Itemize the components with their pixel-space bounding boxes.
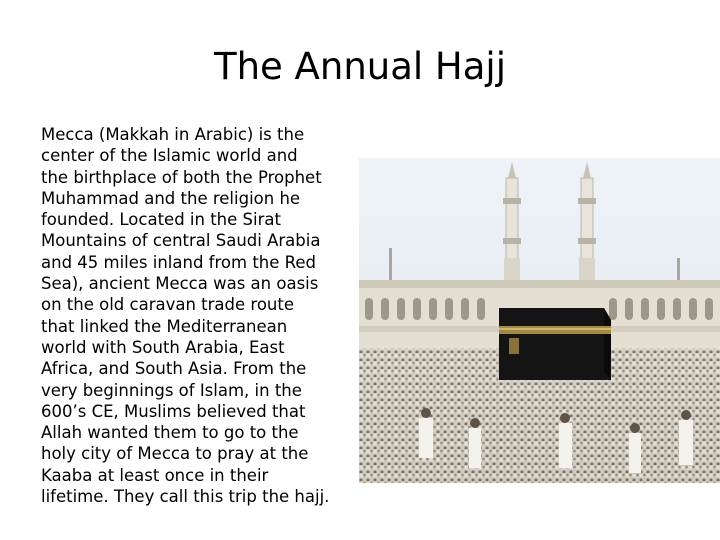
body-line: holy city of Mecca to pray at the	[41, 444, 309, 464]
body-line: lifetime. They call this trip the hajj.	[41, 487, 330, 507]
body-line: on the old caravan trade route	[41, 295, 295, 315]
body-line: 600’s CE, Muslims believed that	[41, 401, 306, 421]
body-line: world with South Arabia, East	[41, 337, 285, 357]
mecca-kaaba-photo	[359, 158, 720, 483]
body-line: the birthplace of both the Prophet	[41, 167, 322, 187]
body-line: center of the Islamic world and	[41, 146, 298, 166]
body-line: Muhammad and the religion he	[41, 188, 301, 208]
body-line: Sea), ancient Mecca was an oasis	[41, 274, 319, 294]
slide-title: The Annual Hajj	[213, 45, 506, 88]
slide-body-text	[41, 124, 359, 507]
body-line: Mecca (Makkah in Arabic) is the	[41, 125, 305, 144]
body-line: and 45 miles inland from the Red	[41, 252, 316, 272]
body-line: Africa, and South Asia. From the	[41, 359, 307, 379]
body-line: Allah wanted them to go to the	[41, 423, 299, 443]
body-line: founded. Located in the Sirat	[41, 210, 281, 230]
body-line: Kaaba at least once in their	[41, 465, 269, 485]
body-line: Mountains of central Saudi Arabia	[41, 231, 321, 251]
body-line: that linked the Mediterranean	[41, 316, 288, 336]
body-line: very beginnings of Islam, in the	[41, 380, 302, 400]
